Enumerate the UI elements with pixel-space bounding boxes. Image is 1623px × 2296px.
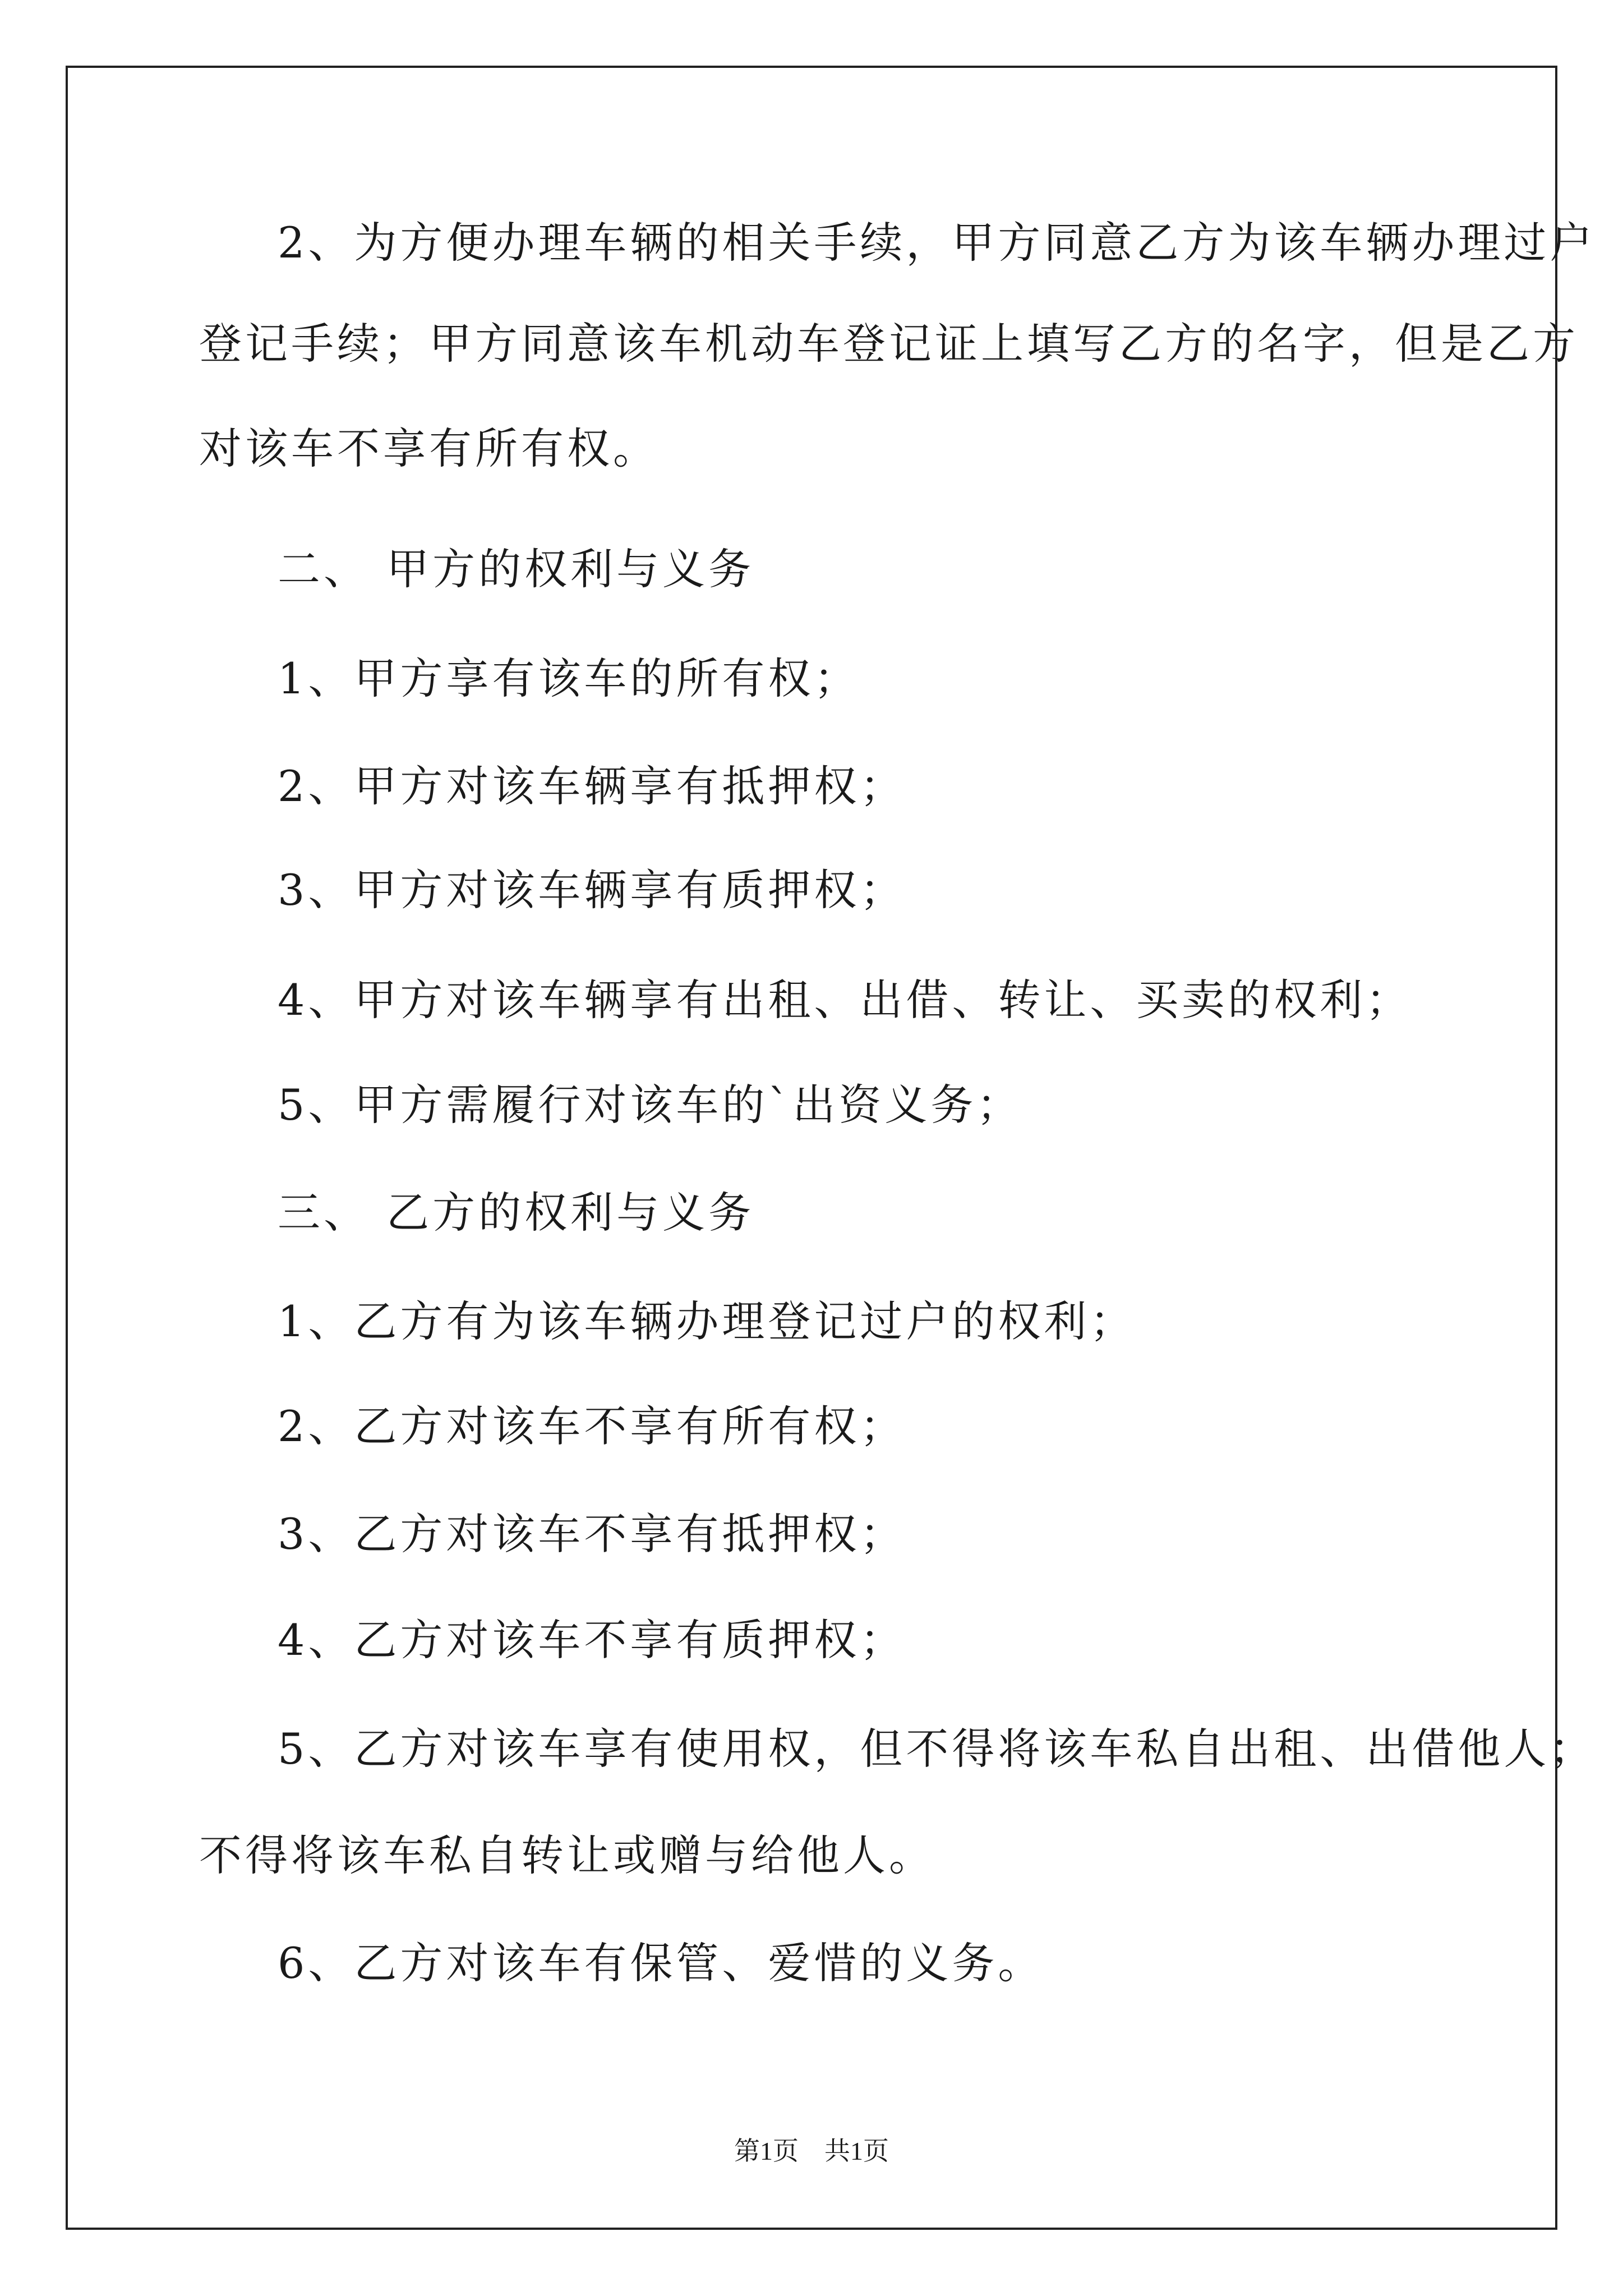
list-item: 3、甲方对该车辆享有质押权； (278, 865, 906, 915)
section-heading: 三、 乙方的权利与义务 (278, 1188, 755, 1237)
paragraph-line: 登记手续；甲方同意该车机动车登记证上填写乙方的名字，但是乙方 (199, 319, 1579, 369)
list-item: 1、乙方有为该车辆办理登记过户的权利； (278, 1296, 1136, 1346)
list-item: 5、甲方需履行对该车的`出资义务； (278, 1080, 1023, 1130)
page-number-footer: 第1页 共1页 (734, 2137, 889, 2165)
list-item: 3、乙方对该车不享有抵押权； (278, 1509, 906, 1559)
list-item: 1、甲方享有该车的所有权； (278, 654, 860, 703)
list-item: 6、乙方对该车有保管、爱惜的义务。 (278, 1938, 1044, 1988)
list-item: 5、乙方对该车享有使用权，但不得将该车私自出租、出借他人； (278, 1724, 1596, 1774)
list-item: 2、乙方对该车不享有所有权； (278, 1401, 906, 1451)
section-heading: 二、 甲方的权利与义务 (278, 544, 755, 594)
list-item: 4、甲方对该车辆享有出租、出借、转让、买卖的权利； (278, 975, 1412, 1025)
page-border (66, 66, 1557, 2230)
paragraph-line: 对该车不享有所有权。 (199, 424, 659, 473)
list-item: 4、乙方对该车不享有质押权； (278, 1615, 906, 1665)
list-item: 2、甲方对该车辆享有抵押权； (278, 761, 906, 811)
paragraph-line: 2、为方便办理车辆的相关手续，甲方同意乙方为该车辆办理过户 (278, 218, 1596, 268)
paragraph-line: 不得将该车私自转让或赠与给他人。 (199, 1830, 935, 1880)
